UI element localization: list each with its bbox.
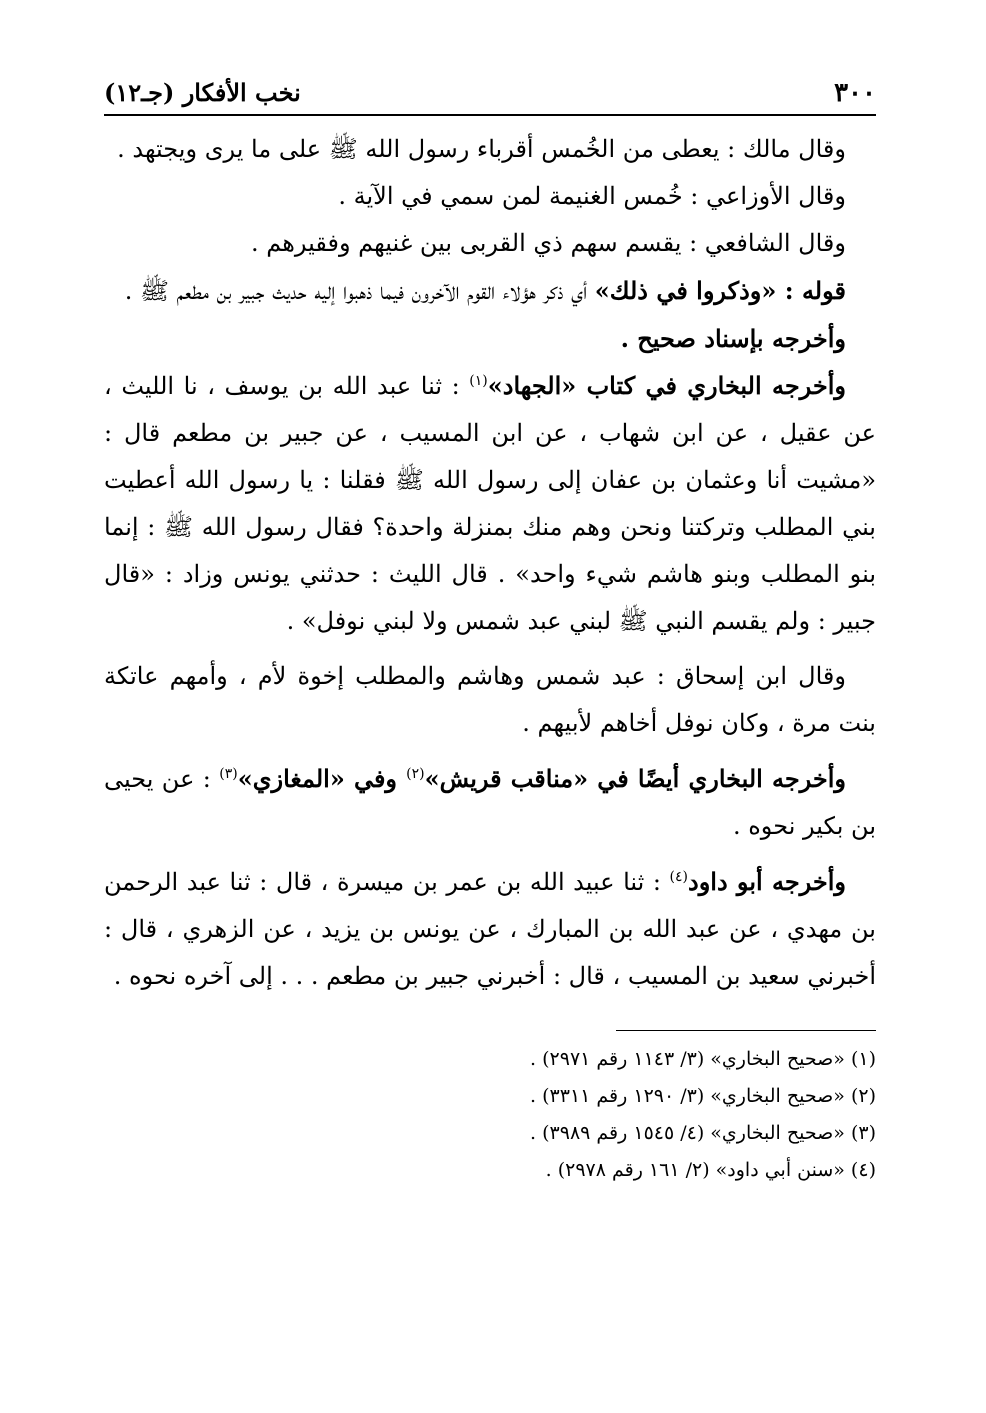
quoted-phrase: قوله : «وذكروا في ذلك» bbox=[594, 276, 846, 305]
header-rule bbox=[104, 114, 876, 116]
footnote-ref-2[interactable]: (٢) bbox=[406, 766, 425, 782]
source-heading-2: وفي «المغازي» bbox=[237, 764, 407, 793]
paragraph-abu-dawud bbox=[104, 858, 876, 1000]
paragraph-awzai: وقال الأوزاعي : خُمس الغنيمة لمن سمي في الآية . bbox=[338, 182, 846, 210]
page bbox=[104, 78, 876, 1189]
footnote-3: (٣) «صحيح البخاري» (٤/ ١٥٤٥ رقم ٣٩٨٩) . bbox=[530, 1122, 876, 1144]
paragraph-malik: وقال مالك : يعطى من الخُمس أقرباء رسول الله ﷺ على ما يرى ويجتهد . bbox=[117, 135, 846, 163]
footnote-1: (١) «صحيح البخاري» (٣/ ١١٤٣ رقم ٢٩٧١) . bbox=[530, 1048, 876, 1070]
footnote-2: (٢) «صحيح البخاري» (٣/ ١٢٩٠ رقم ٣٣١١) . bbox=[530, 1085, 876, 1107]
footnote-rule bbox=[616, 1030, 876, 1031]
source-heading: وأخرجه البخاري في كتاب «الجهاد» bbox=[487, 371, 847, 400]
paragraph-bukhari-manaqib bbox=[104, 755, 876, 850]
paragraph-text: : ثنا عبد الله بن يوسف ، نا الليث ، عن عقيل ، عن ابن شهاب ، عن ابن المسيب ، عن جبير بن مطعم قال : «مشيت أنا وعثمان بن عفان إلى رسول الله ﷺ فقلنا : يا رسول الله أعطيت بني المطلب وتركتنا ونحن وهم منك بمنزلة واحدة؟ فقال رسول الله ﷺ : إنما بنو المطلب وبنو هاشم شيء واحد» . قال الليث : حدثني يونس وزاد : «قال جبير : ولم يقسم النبي ﷺ لبني عبد شمس ولا لبني نوفل» . bbox=[104, 372, 877, 635]
footnote-ref-4[interactable]: (٤) bbox=[669, 869, 689, 885]
footnotes bbox=[104, 1041, 876, 1189]
page-number: ٣٠٠ bbox=[834, 78, 876, 108]
main-text bbox=[104, 126, 876, 1000]
paragraph-text: : عن يحيى بن بكير نحوه . bbox=[104, 765, 876, 840]
paragraph-text: أي ذكر هؤلاء القوم الآخرون فيما ذهبوا إليه حديث جبير بن مطعم ﷺ . bbox=[124, 277, 595, 305]
source-heading: وأخرجه أبو داود bbox=[688, 867, 846, 896]
source-heading: وأخرجه البخاري أيضًا في «مناقب قريش» bbox=[424, 764, 846, 793]
paragraph-text: : ثنا عبيد الله بن عمر بن ميسرة ، قال : ثنا عبد الرحمن بن مهدي ، عن عبد الله بن المبارك ، عن يونس بن يزيد ، عن الزهري ، قال : أخبرني سعيد بن المسيب ، قال : أخبرني جبير بن مطعم . . . إلى آخره نحوه . bbox=[104, 868, 876, 990]
paragraph-qawluhu bbox=[104, 267, 876, 315]
paragraph-ibn-ishaq: وقال ابن إسحاق : عبد شمس وهاشم والمطلب إخوة لأم ، وأمهم عاتكة بنت مرة ، وكان نوفل أخاهم لأبيهم . bbox=[104, 662, 876, 737]
book-title: نخب الأفكار (جـ١٢) bbox=[104, 78, 301, 107]
paragraph-isnad: وأخرجه بإسناد صحيح . bbox=[620, 324, 846, 353]
page-header bbox=[104, 78, 876, 114]
paragraph-shafii: وقال الشافعي : يقسم سهم ذي القربى بين غنيهم وفقيرهم . bbox=[250, 229, 846, 257]
footnote-ref-3[interactable]: (٣) bbox=[219, 766, 238, 782]
footnote-ref-1[interactable]: (١) bbox=[469, 373, 488, 389]
paragraph-bukhari-jihad bbox=[104, 362, 876, 645]
footnote-4: (٤) «سنن أبي داود» (٢/ ١٦١ رقم ٢٩٧٨) . bbox=[545, 1159, 876, 1181]
